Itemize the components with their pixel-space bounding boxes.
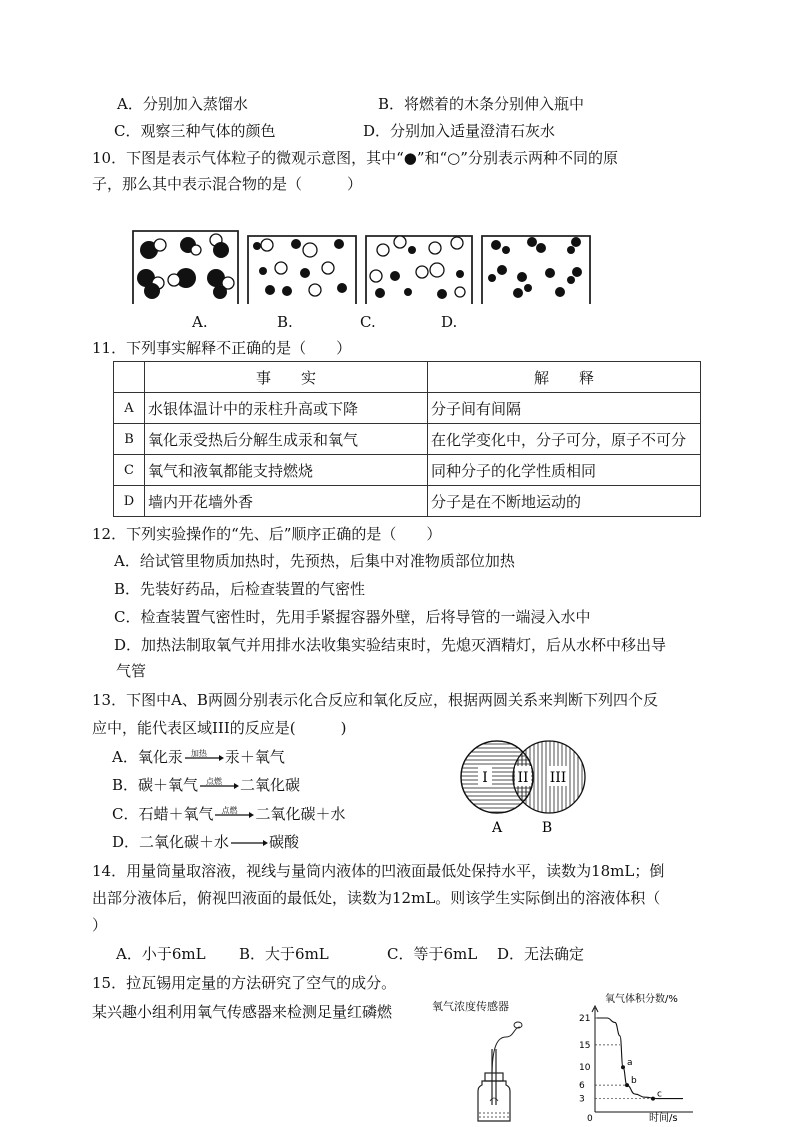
q14-option-b: B．大于6mL — [239, 945, 329, 963]
particle-box-a — [133, 231, 238, 304]
y-tick-label: 10 — [579, 1063, 591, 1074]
table-header-reason: 解 释 — [428, 362, 701, 393]
y-tick-label: 15 — [579, 1040, 591, 1051]
table-row — [114, 455, 701, 486]
reaction-arrow-icon — [198, 775, 240, 795]
row-reason: 在化学变化中，分子可分，原子不可分 — [428, 424, 701, 455]
q14-option-a: A．小于6mL — [116, 945, 206, 963]
q10-stem-line2: 子，那么其中表示混合物的是（ ） — [92, 175, 363, 193]
row-key: D — [114, 486, 145, 517]
point-label: a — [627, 1058, 633, 1069]
q9-option-d: D．分别加入适量澄清石灰水 — [363, 122, 556, 140]
reaction-arrow-icon — [213, 804, 255, 824]
condition-label: 点燃 — [221, 806, 238, 815]
region-1-label: I — [482, 770, 488, 786]
y-tick-label: 0 — [587, 1114, 593, 1123]
row-key: B — [114, 424, 145, 455]
reactants: B．碳＋氧气 — [112, 776, 199, 794]
data-point — [621, 1065, 625, 1069]
q13-option-c — [112, 804, 346, 824]
q13-stem-line1: 13．下图中A、B两圆分别表示化合反应和氧化反应，根据两圆关系来判断下列四个反 — [92, 691, 658, 709]
q10-label-d: D. — [441, 313, 458, 331]
oxygen-curve — [597, 1018, 683, 1099]
q12-stem: 12．下列实验操作的“先、后”顺序正确的是（ ） — [92, 525, 442, 543]
circle-a-label: A — [491, 820, 503, 836]
x-axis-label: 时间/s — [649, 1113, 678, 1123]
row-fact: 氧化汞受热后分解生成汞和氧气 — [145, 424, 428, 455]
q13-stem-line2: 应中，能代表区域III的反应是( ) — [92, 719, 347, 737]
q9-option-c: C．观察三种气体的颜色 — [114, 122, 276, 140]
oxygen-chart — [575, 990, 700, 1123]
table-header-blank — [114, 362, 145, 393]
reaction-arrow-icon — [183, 747, 225, 767]
row-fact: 氧气和液氧都能支持燃烧 — [145, 455, 428, 486]
particle-box-d — [482, 236, 590, 304]
q10-label-a: A. — [192, 313, 208, 331]
condition-label: 点燃 — [206, 777, 223, 786]
row-fact: 墙内开花墙外香 — [145, 486, 428, 517]
q14-stem-line1: 14．用量筒量取溶液，视线与量筒内液体的凹液面最低处保持水平，读数为18mL；倒 — [92, 862, 665, 880]
data-point — [625, 1083, 629, 1087]
circle-b-label: B — [541, 820, 553, 836]
venn-diagram — [456, 738, 596, 836]
q15-stem-line2: 某兴趣小组利用氧气传感器来检测足量红磷燃 — [92, 1003, 393, 1021]
sensor-apparatus — [470, 1015, 530, 1123]
y-axis-label: 氧气体积分数/% — [605, 994, 678, 1005]
q14-option-c: C．等于6mL — [387, 945, 478, 963]
table-header-fact: 事 实 — [145, 362, 428, 393]
region-3-label: III — [549, 770, 567, 786]
table-row — [114, 424, 701, 455]
products: 碳酸 — [269, 833, 300, 851]
q13-option-d — [112, 832, 299, 852]
q12-option-d-line1: D．加热法制取氧气并用排水法收集实验结束时，先熄灭酒精灯，后从水杯中移出导 — [114, 636, 667, 654]
q12-option-c: C．检查装置气密性时，先用手紧握容器外壁，后将导管的一端浸入水中 — [114, 608, 591, 626]
y-tick-label: 6 — [579, 1081, 585, 1092]
sensor-label: 氧气浓度传感器 — [432, 1000, 509, 1013]
q13-option-a — [112, 747, 285, 767]
data-point — [651, 1097, 655, 1101]
q10-label-c: C. — [360, 313, 376, 331]
row-key: A — [114, 393, 145, 424]
point-label: b — [631, 1076, 637, 1087]
row-reason: 同种分子的化学性质相同 — [428, 455, 701, 486]
q9-option-b: B．将燃着的木条分别伸入瓶中 — [378, 95, 585, 113]
q12-option-b: B．先装好药品，后检查装置的气密性 — [114, 580, 366, 598]
q12-option-d-line2: 气管 — [116, 662, 147, 680]
reactants: A．氧化汞 — [112, 748, 183, 766]
facts-table — [113, 361, 701, 517]
condition-label: 加热 — [190, 749, 207, 758]
q10-stem-line1: 10．下图是表示气体粒子的微观示意图，其中“●”和“○”分别表示两种不同的原 — [92, 149, 618, 167]
row-reason: 分子是在不断地运动的 — [428, 486, 701, 517]
y-tick-label: 3 — [579, 1094, 585, 1105]
particle-box-c — [366, 236, 472, 304]
q14-stem-line2: 出部分液体后，俯视凹液面的最低处，读数为12mL。则该学生实际倒出的溶液体积（ — [92, 889, 661, 907]
q10-label-b: B. — [277, 313, 293, 331]
q13-option-b — [112, 775, 300, 795]
y-tick-label: 21 — [579, 1014, 591, 1024]
table-header-row — [114, 362, 701, 393]
products: 二氧化碳＋水 — [255, 805, 346, 823]
row-reason: 分子间有间隔 — [428, 393, 701, 424]
region-2-label: II — [517, 770, 529, 786]
row-fact: 水银体温计中的汞柱升高或下降 — [145, 393, 428, 424]
q11-stem: 11．下列事实解释不正确的是（ ） — [92, 339, 352, 357]
products: 汞＋氧气 — [224, 748, 285, 766]
point-label: c — [657, 1089, 662, 1100]
q14-stem-line3: ） — [92, 916, 108, 934]
products: 二氧化碳 — [240, 776, 301, 794]
q14-option-d: D．无法确定 — [497, 945, 585, 963]
row-key: C — [114, 455, 145, 486]
particle-diagrams — [130, 228, 610, 308]
table-row — [114, 486, 701, 517]
q9-option-a: A．分别加入蒸馏水 — [117, 95, 248, 113]
particle-box-b — [248, 236, 356, 304]
table-row — [114, 393, 701, 424]
reactants: C．石蜡＋氧气 — [112, 805, 214, 823]
q12-option-a: A．给试管里物质加热时，先预热，后集中对准物质部位加热 — [114, 552, 515, 570]
reactants: D．二氧化碳＋水 — [112, 833, 230, 851]
reaction-arrow-icon — [229, 832, 269, 852]
q15-stem-line1: 15．拉瓦锡用定量的方法研究了空气的成分。 — [92, 974, 397, 992]
